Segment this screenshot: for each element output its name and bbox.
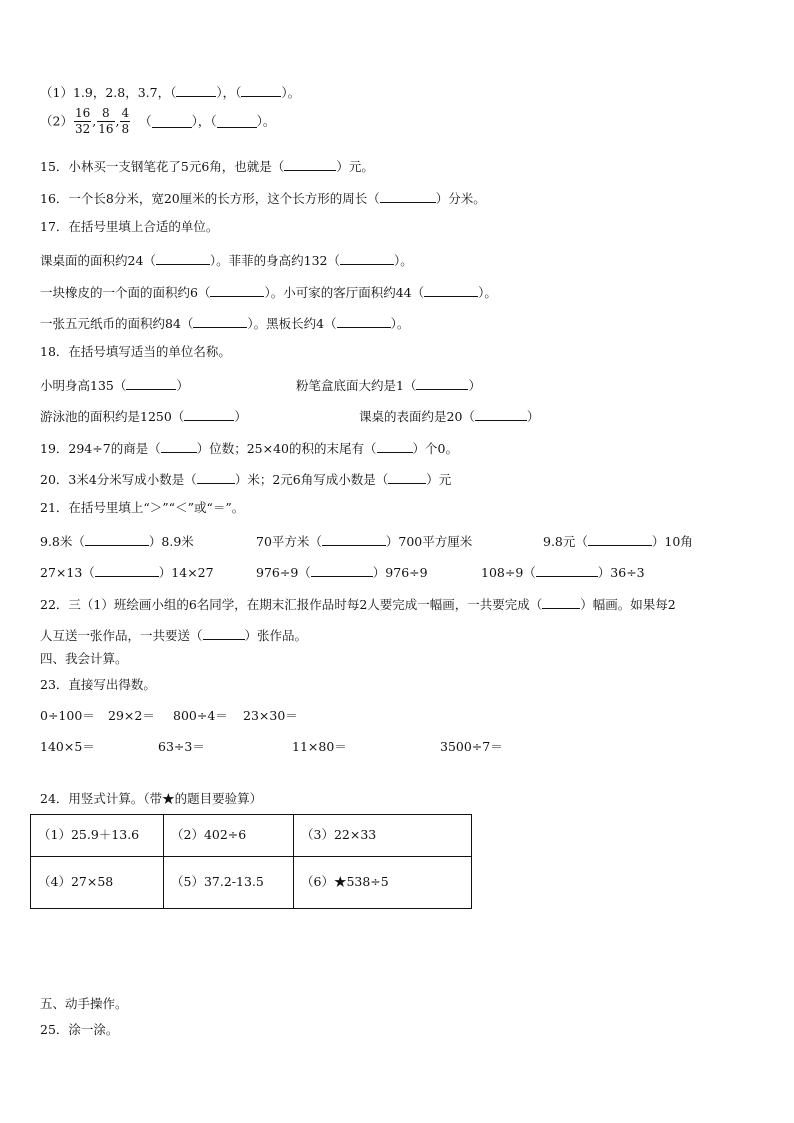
answer-blank[interactable] bbox=[126, 377, 176, 390]
q19-text: 19．294÷7的商是（ bbox=[40, 441, 161, 456]
q23-r1-c3: 800÷4＝ bbox=[173, 708, 228, 723]
answer-blank[interactable] bbox=[156, 252, 210, 265]
q20 bbox=[40, 471, 451, 487]
q17-l2-end: ）。 bbox=[478, 285, 497, 300]
answer-blank[interactable] bbox=[203, 627, 245, 640]
answer-blank[interactable] bbox=[542, 596, 580, 609]
q17-line3 bbox=[40, 315, 409, 331]
q17-l1-end: ）。 bbox=[394, 253, 413, 268]
q23-r1-c2: 29×2＝ bbox=[108, 708, 155, 723]
q18-a1 bbox=[40, 377, 189, 393]
q21-title: 21．在括号里填上“＞”“＜”或“＝”。 bbox=[40, 500, 245, 515]
q14-part1-sep: ），（ bbox=[216, 85, 242, 100]
answer-blank[interactable] bbox=[284, 158, 336, 171]
fraction-numerator: 16 bbox=[74, 106, 91, 120]
fraction-numerator: 8 bbox=[97, 106, 114, 122]
answer-blank[interactable] bbox=[588, 533, 652, 546]
q21-item-right: ）700平方厘米 bbox=[385, 534, 473, 549]
table-cell[interactable]: （3）22×33 bbox=[294, 815, 472, 857]
q23-r2-c4: 3500÷7＝ bbox=[440, 739, 503, 754]
q23-r2-c3: 11×80＝ bbox=[292, 739, 347, 754]
fraction-denominator: 8 bbox=[121, 122, 130, 136]
q18-b1-end: ） bbox=[234, 409, 247, 424]
q19-mid: ）位数；25×40的积的末尾有（ bbox=[196, 441, 377, 456]
q22-mid: ）幅画。如果每2 bbox=[580, 597, 676, 612]
q20-mid: ）米；2元6角写成小数是（ bbox=[234, 472, 389, 487]
q21-r1c3 bbox=[543, 533, 693, 549]
comma: , bbox=[92, 113, 97, 129]
table-cell[interactable]: （4）27×58 bbox=[31, 857, 164, 909]
q17-l2-mid: ）。小可家的客厅面积约44（ bbox=[264, 285, 425, 300]
q17-l1-mid: ）。菲菲的身高约132（ bbox=[209, 253, 341, 268]
q14-part1-text: （1）1.9，2.8，3.7，（ bbox=[40, 85, 177, 100]
q14-part1-end: ）。 bbox=[281, 85, 301, 100]
calculation-table bbox=[30, 814, 472, 909]
q18-a2-end: ） bbox=[468, 378, 481, 393]
table-cell[interactable]: （2）402÷6 bbox=[164, 815, 294, 857]
table-row bbox=[31, 815, 472, 857]
q18-b2 bbox=[359, 408, 539, 424]
answer-blank[interactable] bbox=[337, 315, 391, 328]
q21-item-left: 9.8元（ bbox=[543, 534, 588, 549]
q23-r1-c4: 23×30＝ bbox=[243, 708, 298, 723]
q21-r2c3 bbox=[481, 564, 645, 580]
table-row bbox=[31, 857, 472, 909]
fraction bbox=[74, 106, 91, 137]
q23-title: 23．直接写出得数。 bbox=[40, 677, 156, 692]
q18-b2-text: 课桌的表面约是20（ bbox=[359, 409, 475, 424]
q21-item-right: ）976÷9 bbox=[372, 565, 428, 580]
fraction-denominator: 16 bbox=[98, 122, 114, 136]
q17-line1 bbox=[40, 252, 413, 268]
q14-part2-label: （2） bbox=[40, 113, 73, 129]
q21-item-left: 9.8米（ bbox=[40, 534, 85, 549]
q21-item-left: 976÷9（ bbox=[256, 565, 311, 580]
answer-blank[interactable] bbox=[161, 440, 197, 453]
q22-text: 22．三（1）班绘画小组的6名同学，在期末汇报作品时每2人要完成一幅画，一共要完成（ bbox=[40, 597, 543, 612]
q25-title: 25．涂一涂。 bbox=[40, 1022, 119, 1037]
answer-blank[interactable] bbox=[388, 471, 426, 484]
q16-text: 16．一个长8分米，宽20厘米的长方形，这个长方形的周长（ bbox=[40, 191, 380, 206]
answer-blank[interactable] bbox=[95, 564, 159, 577]
answer-blank[interactable] bbox=[152, 115, 192, 128]
q17-l2-text: 一块橡皮的一个面的面积约6（ bbox=[40, 285, 211, 300]
q18-b1-text: 游泳池的面积约是1250（ bbox=[40, 409, 185, 424]
q21-item-right: ）36÷3 bbox=[597, 565, 645, 580]
answer-blank[interactable] bbox=[184, 408, 234, 421]
answer-blank[interactable] bbox=[197, 471, 235, 484]
table-cell[interactable]: （6）★538÷5 bbox=[294, 857, 472, 909]
q21-item-left: 108÷9（ bbox=[481, 565, 536, 580]
q17-line2 bbox=[40, 284, 497, 300]
q21-r2c1 bbox=[40, 564, 214, 580]
q18-a2 bbox=[296, 377, 481, 393]
q23-r1-c1: 0÷100＝ bbox=[40, 708, 95, 723]
answer-blank[interactable] bbox=[322, 533, 386, 546]
answer-blank[interactable] bbox=[176, 84, 216, 97]
q18-a1-text: 小明身高135（ bbox=[40, 378, 127, 393]
q19 bbox=[40, 440, 458, 456]
q22-end: ）张作品。 bbox=[244, 628, 308, 643]
q21-item-right: ）14×27 bbox=[158, 565, 214, 580]
q23-r2-c2: 63÷3＝ bbox=[158, 739, 205, 754]
q15 bbox=[40, 158, 374, 174]
q20-text: 20．3米4分米写成小数是（ bbox=[40, 472, 197, 487]
paren-close: ）。 bbox=[256, 113, 276, 129]
q14-part2 bbox=[40, 106, 275, 137]
q21-r2c2 bbox=[256, 564, 428, 580]
q17-title: 17．在括号里填上合适的单位。 bbox=[40, 219, 219, 234]
q21-item-left: 27×13（ bbox=[40, 565, 95, 580]
q23-r2-c1: 140×5＝ bbox=[40, 739, 95, 754]
q22-line1 bbox=[40, 596, 676, 612]
fraction bbox=[97, 106, 114, 137]
comma: , bbox=[115, 113, 120, 129]
q19-end: ）个0。 bbox=[412, 441, 458, 456]
q21-r1c2 bbox=[256, 533, 472, 549]
answer-blank[interactable] bbox=[340, 252, 394, 265]
q22-text2: 人互送一张作品，一共要送（ bbox=[40, 628, 203, 643]
table-cell[interactable]: （1）25.9＋13.6 bbox=[31, 815, 164, 857]
q18-b2-end: ） bbox=[526, 409, 540, 424]
answer-blank[interactable] bbox=[536, 564, 598, 577]
answer-blank[interactable] bbox=[85, 533, 149, 546]
q17-l1-text: 课桌面的面积约24（ bbox=[40, 253, 156, 268]
paren-sep: ），（ bbox=[191, 113, 217, 129]
fraction bbox=[120, 106, 130, 137]
q16-end: ）分米。 bbox=[435, 191, 486, 206]
table-cell[interactable]: （5）37.2-13.5 bbox=[164, 857, 294, 909]
q18-b1 bbox=[40, 408, 247, 424]
answer-blank[interactable] bbox=[193, 315, 247, 328]
q14-part1 bbox=[40, 84, 300, 100]
q22-line2 bbox=[40, 627, 307, 643]
q20-end: ）元 bbox=[426, 472, 452, 487]
q21-item-right: ）8.9米 bbox=[148, 534, 194, 549]
section-4-heading: 四、我会计算。 bbox=[40, 651, 128, 666]
answer-blank[interactable] bbox=[217, 115, 257, 128]
fraction-numerator: 4 bbox=[121, 106, 130, 120]
answer-blank[interactable] bbox=[210, 284, 264, 297]
fraction-denominator: 32 bbox=[74, 122, 91, 136]
q21-r1c1 bbox=[40, 533, 194, 549]
q15-end: ）元。 bbox=[336, 159, 374, 174]
answer-blank[interactable] bbox=[475, 408, 527, 421]
paren-open: （ bbox=[139, 113, 152, 129]
q18-a1-end: ） bbox=[176, 378, 189, 393]
q17-l3-end: ）。 bbox=[390, 316, 410, 331]
q17-l3-text: 一张五元纸币的面积约84（ bbox=[40, 316, 194, 331]
section-5-heading: 五、动手操作。 bbox=[40, 996, 128, 1011]
q24-title: 24．用竖式计算。（带★的题目要验算） bbox=[40, 791, 263, 806]
q21-item-left: 70平方米（ bbox=[256, 534, 322, 549]
q21-item-right: ）10角 bbox=[651, 534, 693, 549]
answer-blank[interactable] bbox=[424, 284, 478, 297]
answer-blank[interactable] bbox=[416, 377, 468, 390]
answer-blank[interactable] bbox=[311, 564, 373, 577]
q18-title: 18．在括号填写适当的单位名称。 bbox=[40, 344, 231, 359]
q16 bbox=[40, 190, 486, 206]
answer-blank[interactable] bbox=[241, 84, 281, 97]
answer-blank[interactable] bbox=[380, 190, 436, 203]
q15-text: 15．小林买一支钢笔花了5元6角，也就是（ bbox=[40, 159, 285, 174]
q17-l3-mid: ）。黑板长约4（ bbox=[247, 316, 337, 331]
q18-a2-text: 粉笔盒底面大约是1（ bbox=[296, 378, 417, 393]
answer-blank[interactable] bbox=[377, 440, 413, 453]
